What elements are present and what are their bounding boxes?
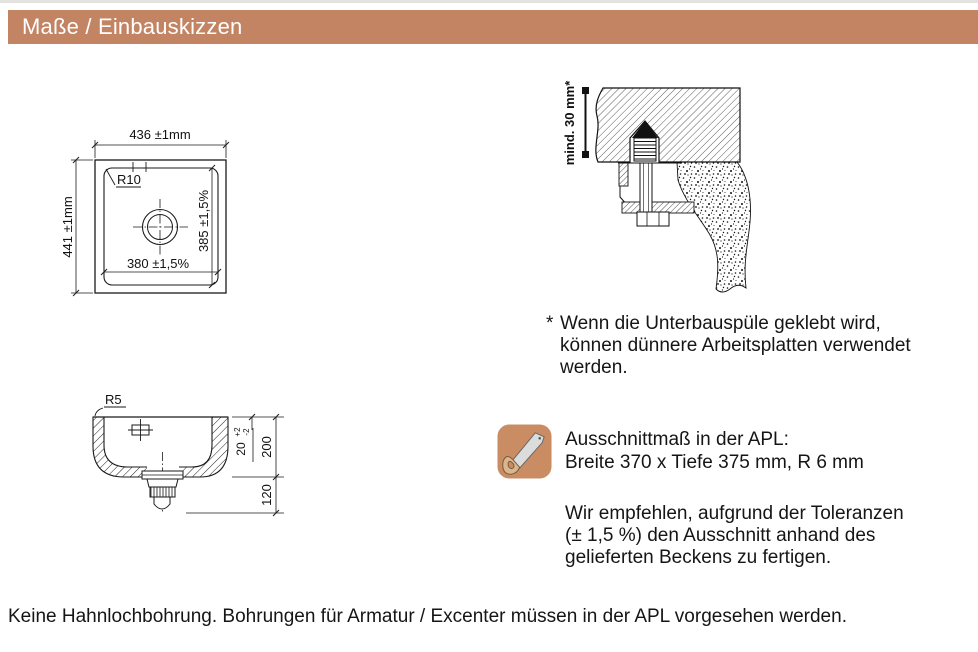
sink-flange-strip (622, 202, 694, 213)
glue-note-line3: werden. (560, 357, 628, 378)
cutout-note (565, 428, 864, 474)
asterisk-marker: * (546, 313, 554, 334)
top-divider (0, 0, 978, 3)
drain-height-dim: 120 (259, 484, 274, 506)
top-view-height-dim: 441 ±1mm (60, 196, 75, 258)
saw-icon (497, 424, 552, 479)
tolerance-line3: gelieferten Beckens zu fertigen. (565, 547, 832, 568)
section-view-drawing (70, 385, 300, 525)
hex-nut (637, 212, 669, 226)
footer-note: Keine Hahnlochbohrung. Bohrungen für Armatur / Excenter müssen in der APL vorgesehen werden. (8, 606, 847, 627)
glue-note-line2: können dünnere Arbeitsplatten verwendet (560, 335, 911, 356)
drain-cap (154, 497, 170, 509)
basin-width-dim: 380 ±1,5% (126, 256, 190, 271)
top-view-radius-label: R10 (117, 172, 141, 187)
page-title: Maße / Einbauskizzen (22, 14, 243, 39)
rim-dim-value: 20 (234, 442, 248, 456)
tolerance-note (565, 503, 904, 569)
rim-dim-tol-minus: -2 (242, 428, 251, 436)
top-view-width-dim: 436 ±1mm (129, 127, 191, 142)
min-worktop-label: mind. 30 mm* (562, 80, 577, 166)
bolt-shaft (640, 163, 652, 212)
install-detail-drawing (550, 75, 765, 300)
glue-note (560, 313, 911, 379)
bowl-depth-dim: 200 (259, 436, 274, 458)
drain-knurl (150, 487, 175, 497)
tolerance-line2: (± 1,5 %) den Ausschnitt anhand des (565, 525, 876, 546)
glue-note-line1: Wenn die Unterbauspüle geklebt wird, (560, 313, 881, 334)
basin-height-dim: 385 ±1,5% (196, 189, 211, 253)
cutout-title: Ausschnittmaß in der APL: (565, 429, 789, 450)
tolerance-line1: Wir empfehlen, aufgrund der Toleranzen (565, 503, 904, 524)
worktop-section (596, 88, 740, 162)
sink-edge-stipple (677, 162, 750, 292)
section-header (8, 10, 978, 44)
top-view-drawing (50, 100, 300, 315)
cutout-size: Breite 370 x Tiefe 375 mm, R 6 mm (565, 452, 864, 473)
rim-dim-tol-plus: +2 (233, 427, 242, 437)
section-radius-label: R5 (105, 392, 122, 407)
